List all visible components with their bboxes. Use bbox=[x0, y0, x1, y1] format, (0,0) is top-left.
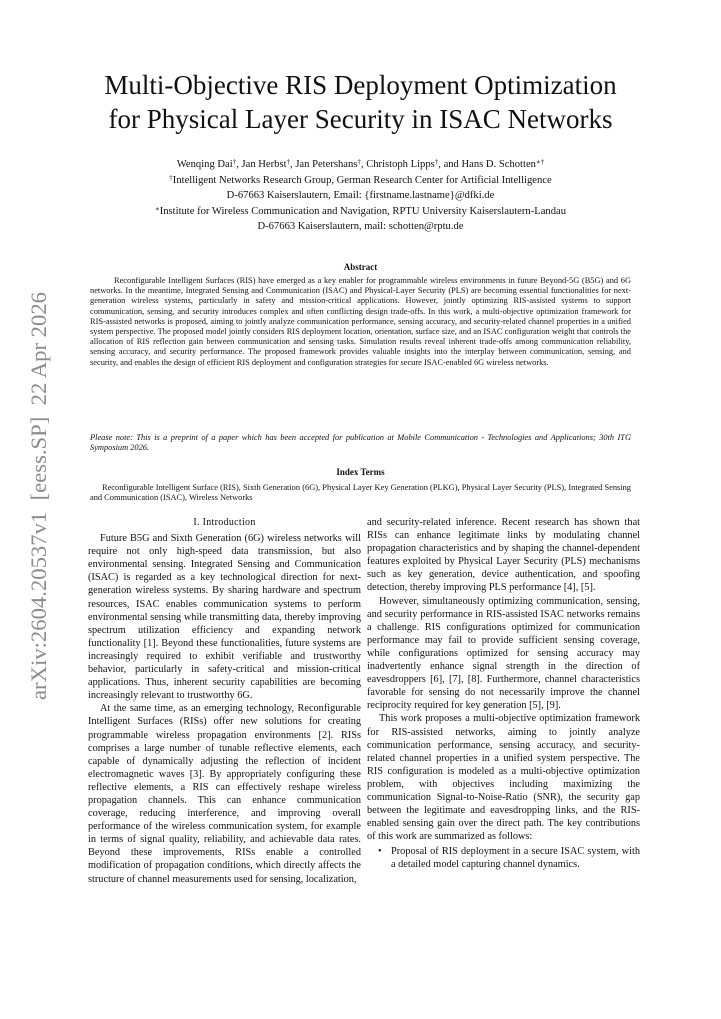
author-5: , and Hans D. Schotten bbox=[438, 159, 536, 170]
author-5-mark: ∗† bbox=[535, 158, 545, 166]
author-names bbox=[60, 157, 661, 173]
index-terms-text: Reconfigurable Intelligent Surface (RIS), Sixth Generation (6G), Physical Layer Key Generation (PLKG), Physical Layer Security (PLS), Integrated Sensing and Communication (ISAC), Wireless Networks bbox=[90, 483, 631, 503]
author-block bbox=[60, 157, 661, 235]
left-column bbox=[88, 516, 361, 886]
affiliation-2-mark: ∗ bbox=[154, 204, 160, 213]
affiliation-2-address: D-67663 Kaiserslautern, mail: schotten@rptu.de bbox=[257, 221, 464, 232]
affiliation-1-text: Intelligent Networks Research Group, German Research Center for Artificial Intelligence bbox=[172, 174, 552, 186]
section-heading: I. Introduction bbox=[193, 517, 256, 528]
abstract-heading: Abstract bbox=[343, 262, 378, 272]
contribution-1: Proposal of RIS deployment in a secure ISAC system, with a detailed model capturing channel dynamics. bbox=[391, 846, 640, 871]
author-2-mark: † bbox=[286, 158, 291, 166]
title-line-2: for Physical Layer Security in ISAC Networks bbox=[108, 104, 613, 134]
intro-paragraph-1: Future B5G and Sixth Generation (6G) wireless networks will require not only high-speed data transmission, but also environmental sensing. Integrated Sensing and Communication (ISAC) is regarded as a key technological direction for next-generation wireless systems. By sharing hardware and spectrum resources, ISAC enables communication systems to perform environmental sensing while transmitting data, thereby improving spectrum utilization efficiency and expanding network functionality [1]. Beyond these functionalities, future systems are increasingly required to exhibit verifiable and trustworthy behavior, particularly in safety-critical and mission-critical applications. Thus, inherent security capabilities are becoming increasingly relevant to trustworthy 6G. bbox=[88, 533, 361, 702]
preprint-note: Please note: This is a preprint of a paper which has been accepted for publication at Mobile Communication - Technologies and Applications; 30th ITG Symposium 2026. bbox=[90, 433, 631, 453]
paper-title bbox=[60, 68, 661, 136]
right-column bbox=[367, 516, 640, 872]
affiliation-1 bbox=[60, 173, 661, 189]
author-1-mark: † bbox=[232, 158, 237, 166]
affiliation-1-mark: † bbox=[169, 173, 173, 182]
title-line-1: Multi-Objective RIS Deployment Optimization bbox=[104, 70, 617, 100]
affiliation-1-address: D-67663 Kaiserslautern, Email: {firstname.lastname}@dfki.de bbox=[226, 190, 495, 201]
arxiv-identifier bbox=[10, 290, 58, 700]
affiliation-2-text: Institute for Wireless Communication and Navigation, RPTU University Kaiserslautern-Landau bbox=[159, 205, 567, 217]
intro-paragraph-2-continued: and security-related inference. Recent research has shown that RISs can enhance legitimate links by modulating channel propagation characteristics and by shaping the channel-dependent features exploited by Physical Layer Security (PLS) mechanisms such as key generation, device authentication, and spoofing detection, thereby improving PLS performance [4], [5]. bbox=[367, 517, 640, 594]
arxiv-id-text: arXiv:2604.20537v1 [eess.SP] 22 Apr 2026 bbox=[26, 295, 51, 700]
author-2: , Jan Herbst bbox=[236, 159, 287, 170]
intro-paragraph-4: This work proposes a multi-objective optimization framework for RIS-assisted networks, aiming to jointly analyze communication performance, sensing accuracy, and security-related channel properties in a unified system perspective. The RIS configuration is modeled as a multi-objective optimization problem, with objectives including maximizing the communication Signal-to-Noise-Ratio (SNR), the security gap between the legitimate and eavesdropping links, and the RIS-enabled sensing gain over the direct path. The key contributions of this work are summarized as follows: bbox=[367, 713, 640, 843]
author-1: Wenqing Dai bbox=[176, 159, 233, 170]
author-4-mark: † bbox=[434, 158, 439, 166]
contributions-list bbox=[367, 845, 640, 871]
author-4: , Christoph Lipps bbox=[360, 159, 435, 170]
bullet-icon: • bbox=[378, 846, 382, 858]
list-item bbox=[378, 845, 640, 871]
intro-paragraph-2: At the same time, as an emerging technology, Reconfigurable Intelligent Surfaces (RISs) offer new solutions for creating programmable wireless propagation environments [2]. RISs comprises a large number of tunable reflective elements, each capable of dynamically adjusting the reflection of incident electromagnetic waves [3]. By appropriately configuring these reflective elements, a RIS can effectively reshape wireless propagation channels. This can enhance communication coverage, reducing interference, and improving overall performance of the wireless communication system, for example in terms of signal quality, reliability, and achievable data rates. Beyond these improvements, RISs enable a controlled modification of propagation conditions, which directly affects the structure of channel measurements used for sensing, localization, bbox=[88, 703, 361, 885]
author-3-mark: † bbox=[357, 158, 361, 166]
author-3: , Jan Petershans bbox=[290, 159, 358, 170]
abstract-text: Reconfigurable Intelligent Surfaces (RIS) have emerged as a key enabler for programmable wireless environments in future Beyond-5G (B5G) and 6G networks. In the meantime, Integrated Sensing and Communication (ISAC) and Physical-Layer Security (PLS) are becoming essential functionalities for next-generation wireless systems, particularly in safety and mission-critical applications. However, jointly optimizing RIS-assisted systems to support communication, sensing, and security introduces complex and often conflicting design trade-offs. In this work, a multi-objective optimization framework for RIS-assisted networks is proposed, aiming to jointly analyze communication performance, sensing accuracy, and security-related channel properties in a unified system perspective. The proposed model jointly considers RIS deployment location, orientation, surface size, and an ISAC configuration weight that controls the allocation of RIS reflection gain between communication and sensing tasks. Simulation results reveal inherent trade-offs among communication reliability, sensing accuracy, and security performance. The proposed framework provides valuable insights into the interplay between communication, sensing, and security, and enables the design of efficient RIS deployment and configuration strategies for secure ISAC-enabled 6G wireless networks. bbox=[90, 276, 631, 367]
index-terms-heading: Index Terms bbox=[336, 467, 385, 477]
affiliation-2 bbox=[60, 204, 661, 220]
intro-paragraph-3: However, simultaneously optimizing communication, sensing, and security performance in RIS-assisted ISAC networks remains a challenge. RIS configurations optimized for communication performance may fail to provide sufficient sensing coverage, while configurations optimized for sensing accuracy may inadvertently enhance signal strength in the direction of eavesdroppers [6], [7], [8]. Furthermore, channel characteristics favorable for sensing do not necessarily improve the channel reciprocity required for key generation [5], [9]. bbox=[367, 595, 640, 712]
